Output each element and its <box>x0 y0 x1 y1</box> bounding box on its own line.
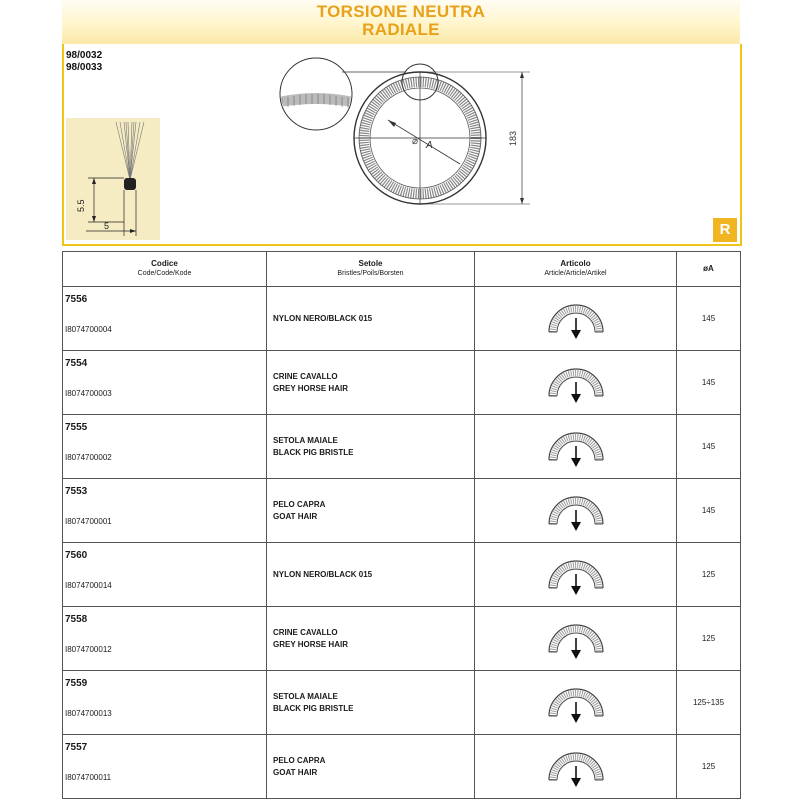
diameter-cell: 125÷135 <box>677 671 741 735</box>
product-ean: I8074700003 <box>65 389 112 398</box>
product-code: 7560 <box>65 550 88 561</box>
radial-brush-icon <box>545 552 607 598</box>
product-code: 7558 <box>65 614 88 625</box>
radial-brush-icon <box>545 296 607 342</box>
table-row <box>63 415 741 479</box>
diameter-cell: 145 <box>677 415 741 479</box>
code-cell <box>63 479 267 543</box>
product-code: 7554 <box>65 358 88 369</box>
bristle-cell <box>267 287 475 351</box>
bristle-line-2: GOAT HAIR <box>273 511 318 521</box>
bristle-line-1: NYLON NERO/BLACK 015 <box>273 313 373 323</box>
header-bristles <box>267 252 475 287</box>
bristle-cell <box>267 479 475 543</box>
bristle-line-2: GREY HORSE HAIR <box>273 383 348 393</box>
code-cell <box>63 735 267 799</box>
bristle-line-2: BLACK PIG BRISTLE <box>273 703 354 713</box>
radial-brush-icon <box>545 744 607 790</box>
bristle-cell <box>267 351 475 415</box>
product-ean: I8074700013 <box>65 709 112 718</box>
bristle-line-1: CRINE CAVALLO <box>273 371 338 381</box>
diameter-cell: 145 <box>677 287 741 351</box>
title-line-2: RADIALE <box>362 20 440 39</box>
product-code: 7555 <box>65 422 88 433</box>
product-code: 7557 <box>65 742 88 753</box>
header-code-sub: Code/Code/Kode <box>137 270 192 277</box>
ring-drawing <box>270 48 560 218</box>
code-cell <box>63 543 267 607</box>
product-ean: I8074700011 <box>65 773 112 782</box>
title-band <box>62 0 740 46</box>
code-cell <box>63 671 267 735</box>
code-cell <box>63 351 267 415</box>
article-cell <box>475 351 677 415</box>
code-cell <box>63 607 267 671</box>
bristle-line-2: BLACK PIG BRISTLE <box>273 447 354 457</box>
radial-brush-icon <box>545 680 607 726</box>
product-code: 7553 <box>65 486 88 497</box>
drawing-code-b: 98/0033 <box>66 62 103 73</box>
header-diameter: øA <box>677 252 741 287</box>
title-line-1: TORSIONE NEUTRA <box>316 2 486 21</box>
bristle-line-2: GREY HORSE HAIR <box>273 639 348 649</box>
table-row <box>63 543 741 607</box>
article-cell <box>475 735 677 799</box>
radial-brush-icon <box>545 616 607 662</box>
bristle-line-1: SETOLA MAIALE <box>273 691 338 701</box>
diameter-cell: 145 <box>677 351 741 415</box>
table-row <box>63 287 741 351</box>
strip-width-dim: 5 <box>104 221 110 231</box>
table-row <box>63 351 741 415</box>
article-cell <box>475 287 677 351</box>
diameter-symbol: ⌀ <box>412 136 419 147</box>
strip-detail-drawing <box>66 118 166 244</box>
bristle-line-1: PELO CAPRA <box>273 755 326 765</box>
diameter-cell: 125 <box>677 735 741 799</box>
product-ean: I8074700014 <box>65 581 112 590</box>
product-ean: I8074700002 <box>65 453 112 462</box>
bristle-line-1: NYLON NERO/BLACK 015 <box>273 569 373 579</box>
code-cell <box>63 415 267 479</box>
diameter-cell: 125 <box>677 607 741 671</box>
bristle-line-1: CRINE CAVALLO <box>273 627 338 637</box>
code-cell <box>63 287 267 351</box>
bristle-cell <box>267 735 475 799</box>
strip-height-dim: 5.5 <box>76 199 86 212</box>
product-ean: I8074700012 <box>65 645 112 654</box>
diameter-cell: 125 <box>677 543 741 607</box>
header-bristles-label: Setole <box>358 259 383 268</box>
header-code <box>63 252 267 287</box>
table-row <box>63 607 741 671</box>
diameter-label: A <box>426 140 433 151</box>
article-cell <box>475 607 677 671</box>
radial-brush-icon <box>545 488 607 534</box>
category-badge: R <box>713 218 737 242</box>
table-row <box>63 671 741 735</box>
article-cell <box>475 671 677 735</box>
table-header-row <box>63 252 741 287</box>
product-ean: I8074700001 <box>65 517 112 526</box>
bristle-cell <box>267 607 475 671</box>
table-row <box>63 479 741 543</box>
bristle-cell <box>267 415 475 479</box>
product-code: 7559 <box>65 678 88 689</box>
bristle-cell <box>267 543 475 607</box>
bristle-line-1: PELO CAPRA <box>273 499 326 509</box>
radial-brush-icon <box>545 360 607 406</box>
radial-brush-icon <box>545 424 607 470</box>
table-row <box>63 735 741 799</box>
product-code: 7556 <box>65 294 88 305</box>
header-bristles-sub: Bristles/Poils/Borsten <box>337 270 404 277</box>
header-article-label: Articolo <box>560 259 591 268</box>
bristle-line-1: SETOLA MAIALE <box>273 435 338 445</box>
product-ean: I8074700004 <box>65 325 112 334</box>
article-cell <box>475 479 677 543</box>
article-cell <box>475 543 677 607</box>
header-article-sub: Article/Article/Artikel <box>544 270 607 277</box>
drawing-code-a: 98/0032 <box>66 50 103 61</box>
header-code-label: Codice <box>151 259 178 268</box>
bristle-cell <box>267 671 475 735</box>
header-article <box>475 252 677 287</box>
diameter-cell: 145 <box>677 479 741 543</box>
bristle-line-2: GOAT HAIR <box>273 767 318 777</box>
article-cell <box>475 415 677 479</box>
product-table <box>62 251 740 800</box>
outer-dim-label: 183 <box>508 130 518 146</box>
